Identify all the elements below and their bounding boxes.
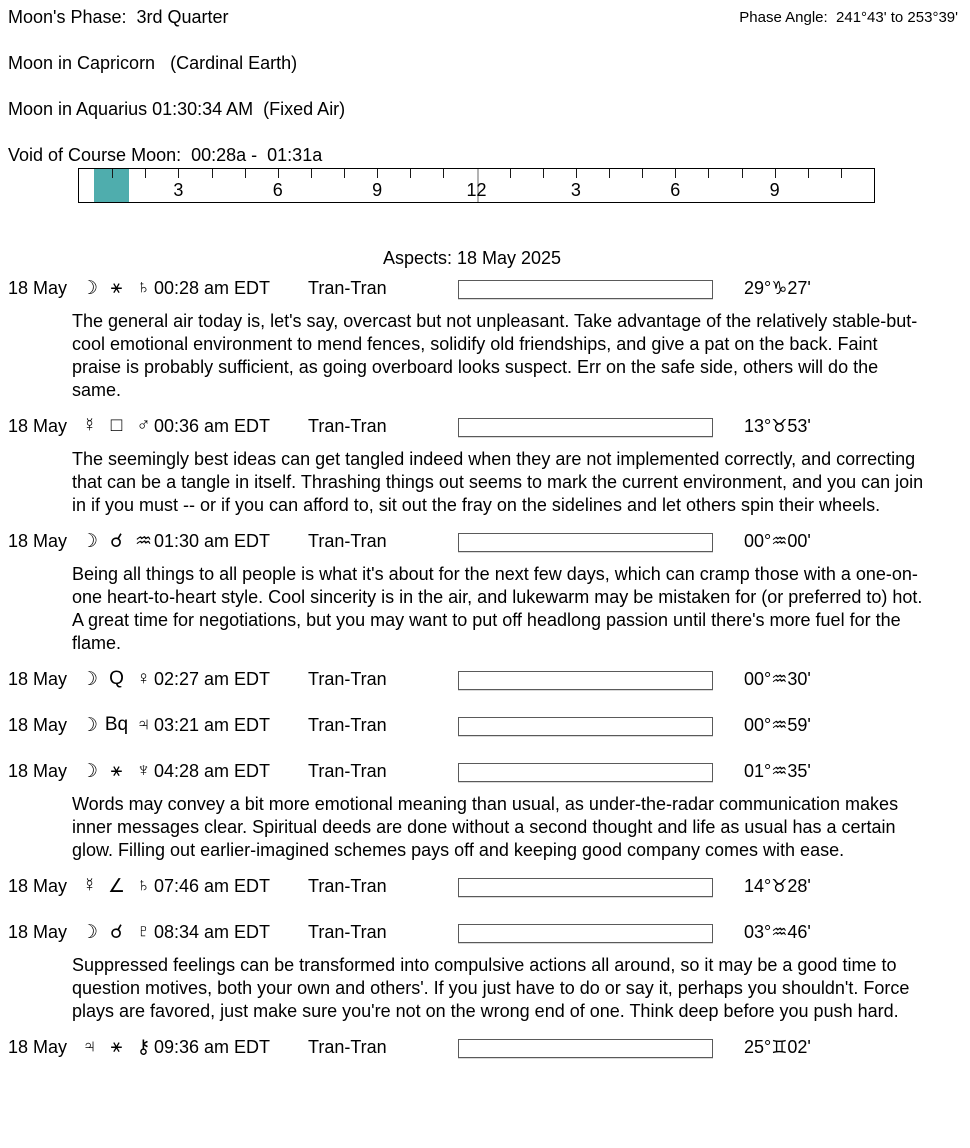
aspect-date: 18 May (8, 876, 68, 896)
aspect-row (0, 669, 970, 697)
aspect-time: 01:30 am EDT (154, 531, 271, 551)
aspect-time: 08:34 am EDT (154, 922, 271, 942)
moon-symbol: ☽ (80, 531, 99, 552)
aspect-type: Tran-Tran (308, 922, 387, 942)
aspect-description: The general air today is, let's say, overcast but not unpleasant. Take advantage of the relatively stable-but-cool emotional environment to mend fences, solidify old friendships, and give a pat on the back. Faint praise is probably sufficient, as going overboard looks suspect. Err on the safe side, others will do the same. (72, 311, 918, 400)
hour-tick (609, 169, 610, 178)
aspect-date: 18 May (8, 278, 68, 298)
biquintile-symbol: Bq (104, 714, 129, 735)
aspect-description: Suppressed feelings can be transformed into compulsive actions all around, so it may be a good time to question motives, both your own and others'. If you just have to do or say it, perhaps you shouldn't. Force plays are favored, just make sure you're not on the wrong end of one. Think deep before you push hard. (72, 955, 910, 1021)
hour-tick (675, 169, 676, 178)
mercury-symbol: ☿ (82, 875, 97, 896)
aspect-orb-bar (458, 717, 713, 736)
aspect-date: 18 May (8, 669, 68, 689)
moon-symbol: ☽ (80, 715, 99, 736)
hour-tick (510, 169, 511, 178)
aspect-time: 00:28 am EDT (154, 278, 271, 298)
aspect-orb-bar (458, 763, 713, 782)
moon-symbol: ☽ (80, 922, 99, 943)
hour-tick (278, 169, 279, 178)
aspect-time: 04:28 am EDT (154, 761, 271, 781)
aspect-orb-bar (458, 1039, 713, 1058)
neptune-symbol: ♆ (136, 760, 151, 781)
hour-tick (576, 169, 577, 178)
aspect-list (0, 278, 970, 1083)
aspect-symbols (76, 668, 158, 691)
square-symbol: □ (110, 415, 123, 436)
aspect-orb-bar (458, 671, 713, 690)
moon-symbol: ☽ (80, 761, 99, 782)
jupiter-symbol: ♃ (136, 714, 151, 735)
aspect-symbols (76, 875, 158, 898)
aspect-row (0, 922, 970, 950)
hour-label: 6 (670, 180, 681, 200)
hour-tick (145, 169, 146, 178)
hour-label: 6 (272, 180, 283, 200)
jupiter-symbol: ♃ (82, 1036, 97, 1057)
hour-tick (642, 169, 643, 178)
hour-label: 9 (769, 180, 780, 200)
aspect-description: The seemingly best ideas can get tangled indeed when they are not implemented correctly, and correcting that can be a tangle in itself. Thrashing things out seems to mark the current environment, and you can join in if you must -- or if you can afford to, sit out the fray on the sidelines and let others spin their wheels. (72, 449, 924, 515)
aspect-time: 09:36 am EDT (154, 1037, 271, 1057)
aspect-orb-bar (458, 418, 713, 437)
aspect-symbols (76, 1036, 158, 1059)
aspect-type: Tran-Tran (308, 531, 387, 551)
aspect-type: Tran-Tran (308, 669, 387, 689)
moon-in-sign-label: Moon in Capricorn (Cardinal Earth) (8, 53, 298, 73)
aspects-title: Aspects: 18 May 2025 (382, 248, 562, 268)
sextile-symbol: ⚹ (110, 760, 123, 781)
aspect-description: Being all things to all people is what it's about for the next few days, which can cramp those with a one-on-one heart-to-heart style. Cool sincerity is in the air, and lukewarm may be mistaken for (or preferred to) hot. A great time for negotiations, but you may want to put off headlong passion until there's more fuel for the flame. (72, 564, 923, 653)
aspect-type: Tran-Tran (308, 876, 387, 896)
aspect-row (0, 876, 970, 904)
sextile-symbol: ⚹ (110, 277, 123, 298)
pluto-symbol: ♇ (136, 921, 151, 942)
aspect-degree: 00°♒59' (744, 715, 811, 735)
aspect-symbols (76, 921, 158, 944)
aspect-type: Tran-Tran (308, 416, 387, 436)
aspect-degree: 14°♉28' (744, 876, 811, 896)
moon-symbol: ☽ (80, 669, 99, 690)
aspect-time: 00:36 am EDT (154, 416, 271, 436)
aspect-date: 18 May (8, 416, 68, 436)
aspect-symbols (76, 415, 158, 437)
hour-tick (112, 169, 113, 178)
aspect-row (0, 531, 970, 559)
aspect-time: 07:46 am EDT (154, 876, 271, 896)
aspect-type: Tran-Tran (308, 278, 387, 298)
aspect-date: 18 May (8, 715, 68, 735)
aspect-symbols (76, 277, 158, 300)
aspect-row (0, 278, 970, 306)
aspect-row (0, 761, 970, 789)
hour-tick (775, 169, 776, 178)
aspect-orb-bar (458, 924, 713, 943)
mercury-symbol: ☿ (82, 415, 97, 436)
hour-tick (841, 169, 842, 178)
hour-tick (212, 169, 213, 178)
saturn-symbol: ♄ (136, 875, 151, 896)
saturn-symbol: ♄ (136, 277, 151, 298)
moon-symbol: ☽ (80, 278, 99, 299)
hour-tick (410, 169, 411, 178)
aspect-type: Tran-Tran (308, 715, 387, 735)
hour-tick (742, 169, 743, 178)
aspect-orb-bar (458, 878, 713, 897)
aspect-degree: 01°♒35' (744, 761, 811, 781)
hour-tick (178, 169, 179, 178)
aspect-degree: 00°♒30' (744, 669, 811, 689)
sextile-symbol: ⚹ (110, 1036, 123, 1057)
aspect-degree: 00°♒00' (744, 531, 811, 551)
conjunction-symbol: ☌ (110, 922, 123, 943)
hour-tick (708, 169, 709, 178)
aspect-degree: 29°♑27' (744, 278, 811, 298)
aspect-symbols (76, 760, 158, 783)
aspect-row (0, 1037, 970, 1065)
aspect-symbols (76, 530, 158, 553)
quintile-symbol: Q (109, 668, 124, 689)
moon-next-sign-label: Moon in Aquarius 01:30:34 AM (Fixed Air) (8, 99, 346, 119)
conjunction-symbol: ☌ (110, 531, 123, 552)
aspect-description: Words may convey a bit more emotional meaning than usual, as under-the-radar communication makes inner messages clear. Spiritual deeds are done without a second thought and life as usual has a certain glow. Filling out earlier-imagined schemes pays off and keeping good company comes with ease. (72, 794, 899, 860)
aspect-row (0, 715, 970, 743)
chiron-symbol: ⚷ (136, 1037, 151, 1058)
hour-label: 3 (173, 180, 184, 200)
aspect-degree: 13°♉53' (744, 416, 811, 436)
aspect-date: 18 May (8, 922, 68, 942)
hour-label: 12 (466, 180, 487, 200)
aspect-degree: 25°♊02' (744, 1037, 811, 1057)
hour-tick (311, 169, 312, 178)
hour-label: 9 (372, 180, 383, 200)
aquarius-symbol: ♒ (134, 531, 153, 552)
aspect-degree: 03°♒46' (744, 922, 811, 942)
hour-tick (443, 169, 444, 178)
moons-phase-label: Moon's Phase: 3rd Quarter (8, 7, 229, 27)
hour-label: 3 (570, 180, 581, 200)
aspect-date: 18 May (8, 531, 68, 551)
aspect-orb-bar (458, 280, 713, 299)
aspect-time: 02:27 am EDT (154, 669, 271, 689)
aspect-type: Tran-Tran (308, 761, 387, 781)
hour-tick (245, 169, 246, 178)
void-of-course-label: Void of Course Moon: 00:28a - 01:31a (8, 145, 323, 165)
aspect-date: 18 May (8, 761, 68, 781)
aspect-symbols (76, 714, 158, 737)
aspect-row (0, 416, 970, 444)
hour-tick (377, 169, 378, 178)
aspect-time: 03:21 am EDT (154, 715, 271, 735)
aspect-type: Tran-Tran (308, 1037, 387, 1057)
phase-angle-label: Phase Angle: 241°43' to 253°39' (739, 9, 958, 26)
hour-tick (808, 169, 809, 178)
venus-symbol: ♀ (136, 668, 151, 689)
hour-tick (344, 169, 345, 178)
hour-tick (543, 169, 544, 178)
aspect-orb-bar (458, 533, 713, 552)
semisquare-symbol: ∠ (107, 876, 126, 897)
aspect-date: 18 May (8, 1037, 68, 1057)
24-hour-timeline-ruler (78, 168, 875, 203)
mars-symbol: ♂ (136, 415, 151, 436)
